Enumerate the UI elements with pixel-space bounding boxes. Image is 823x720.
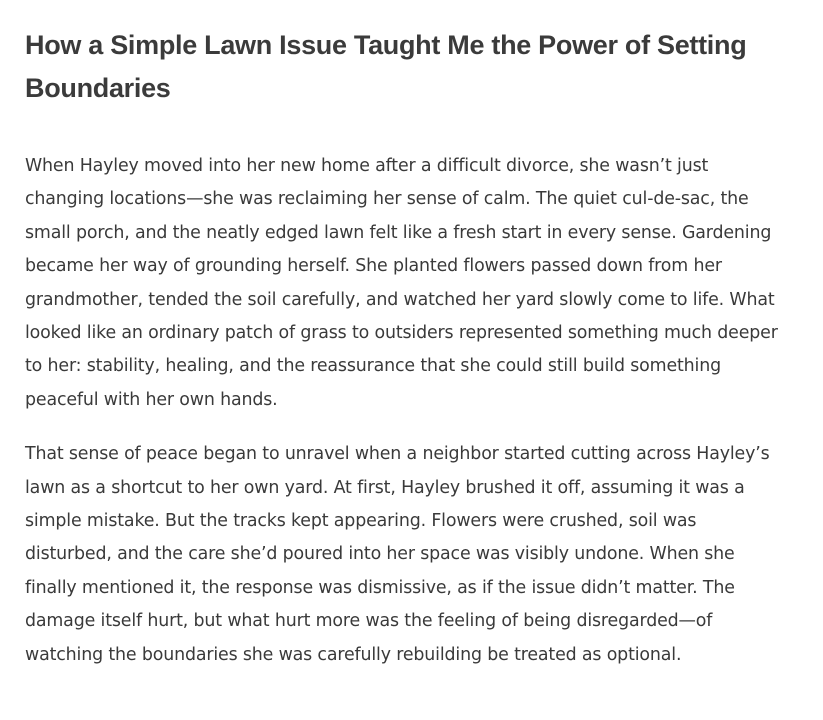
article-body [25, 150, 785, 672]
article-paragraph: When Hayley moved into her new home after a difficult divorce, she wasn’t just changing locations—she was reclaiming her sense of calm. The quiet cul-de-sac, the small porch, and the neatly edged lawn felt like a fresh start in every sense. Gardening became her way of grounding herself. She planted flowers passed down from her grandmother, tended the soil carefully, and watched her yard slowly come to life. What looked like an ordinary patch of grass to outsiders represented something much deeper to her: stability, healing, and the reassurance that she could still build something peaceful with her own hands. [25, 156, 778, 410]
article-paragraph: That sense of peace began to unravel when a neighbor started cutting across Hayley’s lawn as a shortcut to her own yard. At first, Hayley brushed it off, assuming it was a simple mistake. But the tracks kept appearing. Flowers were crushed, soil was disturbed, and the care she’d poured into her space was visibly undone. When she finally mentioned it, the response was dismissive, as if the issue didn’t matter. The damage itself hurt, but what hurt more was the feeling of being disregarded—of watching the boundaries she was carefully rebuilding be treated as optional. [25, 444, 770, 665]
article-title: How a Simple Lawn Issue Taught Me the Power of Setting Boundaries [25, 30, 747, 103]
article [25, 24, 785, 672]
